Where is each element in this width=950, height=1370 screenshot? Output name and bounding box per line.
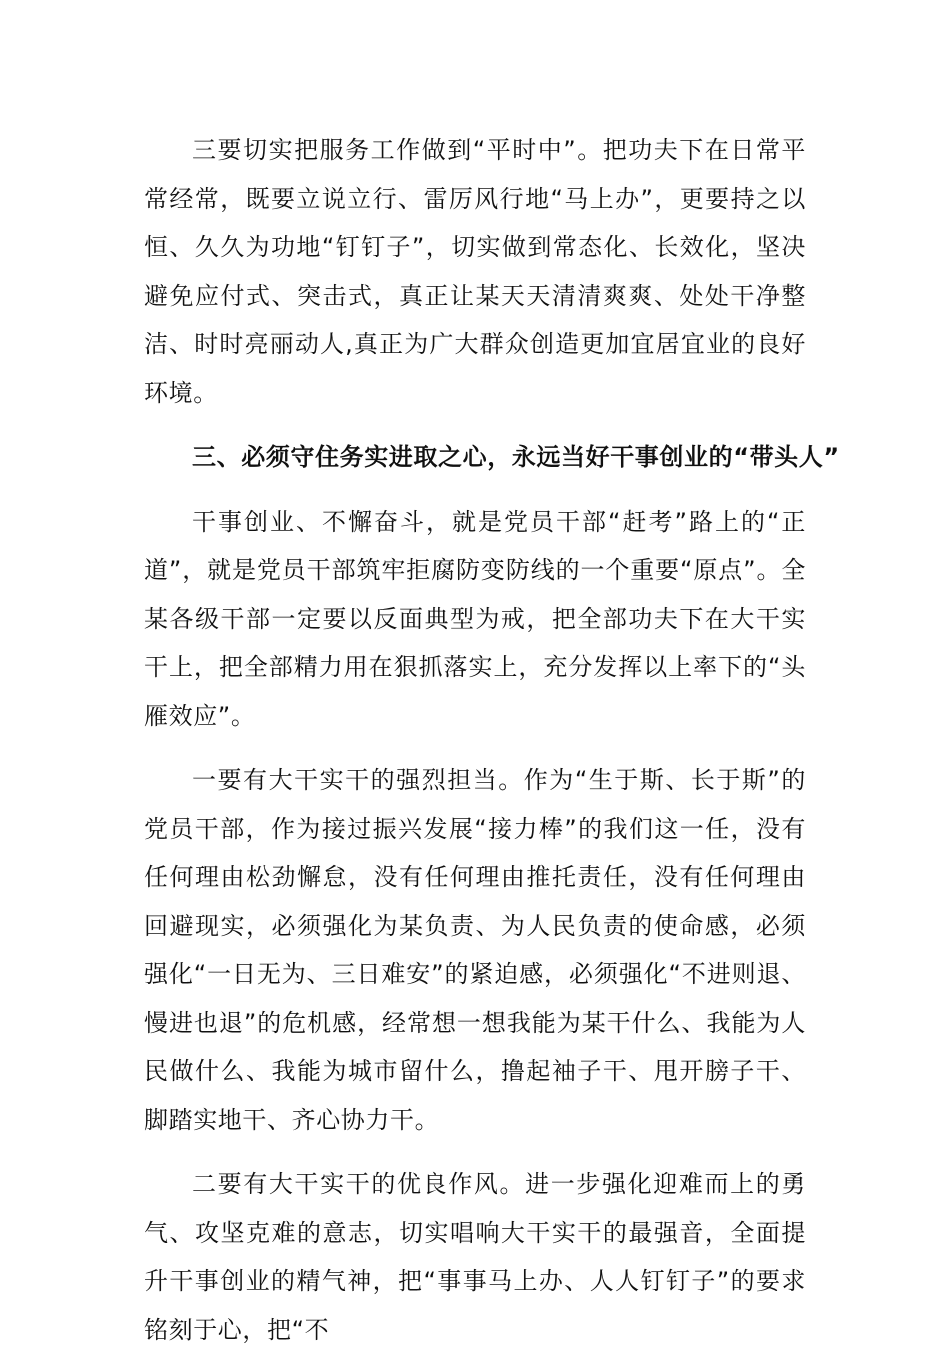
- paragraph-first-requirement: 一要有大干实干的强烈担当。作为“生于斯、长于斯”的党员干部，作为接过振兴发展“接力棒”的我们这一任，没有任何理由松劲懈怠，没有任何理由推托责任，没有任何理由回避现实，必须强化为某负责、为人民负责的使命感，必须强化“一日无为、三日难安”的紧迫感，必须强化“不进则退、慢进也退”的危机感，经常想一想我能为某干什么、我能为人民做什么、我能为城市留什么，撸起袖子干、甩开膀子干、脚踏实地干、齐心协力干。: [144, 766, 806, 1134]
- section-heading-three: 三、必须守住务实进取之心，永远当好干事创业的“带头人”: [192, 443, 840, 471]
- paragraph-entrepreneurship: 干事创业、不懈奋斗，就是党员干部“赶考”路上的“正道”，就是党员干部筑牢拒腐防变防线的一个重要“原点”。全某各级干部一定要以反面典型为戒，把全部功夫下在大干实干上，把全部精力用在狠抓落实上，充分发挥以上率下的“头雁效应”。: [144, 507, 806, 730]
- paragraph-second-requirement: 二要有大干实干的优良作风。进一步强化迎难而上的勇气、攻坚克难的意志，切实唱响大干实干的最强音，全面提升干事创业的精气神，把“事事马上办、人人钉钉子”的要求铭刻于心，把“不: [144, 1170, 806, 1344]
- document-body: [144, 126, 840, 1370]
- paragraph-service-work: 三要切实把服务工作做到“平时中”。把功夫下在日常平常经常，既要立说立行、雷厉风行地“马上办”，更要持之以恒、久久为功地“钉钉子”，切实做到常态化、长效化，坚决避免应付式、突击式，真正让某天天清清爽爽、处处干净整洁、时时亮丽动人,真正为广大群众创造更加宜居宜业的良好环境。: [144, 136, 806, 407]
